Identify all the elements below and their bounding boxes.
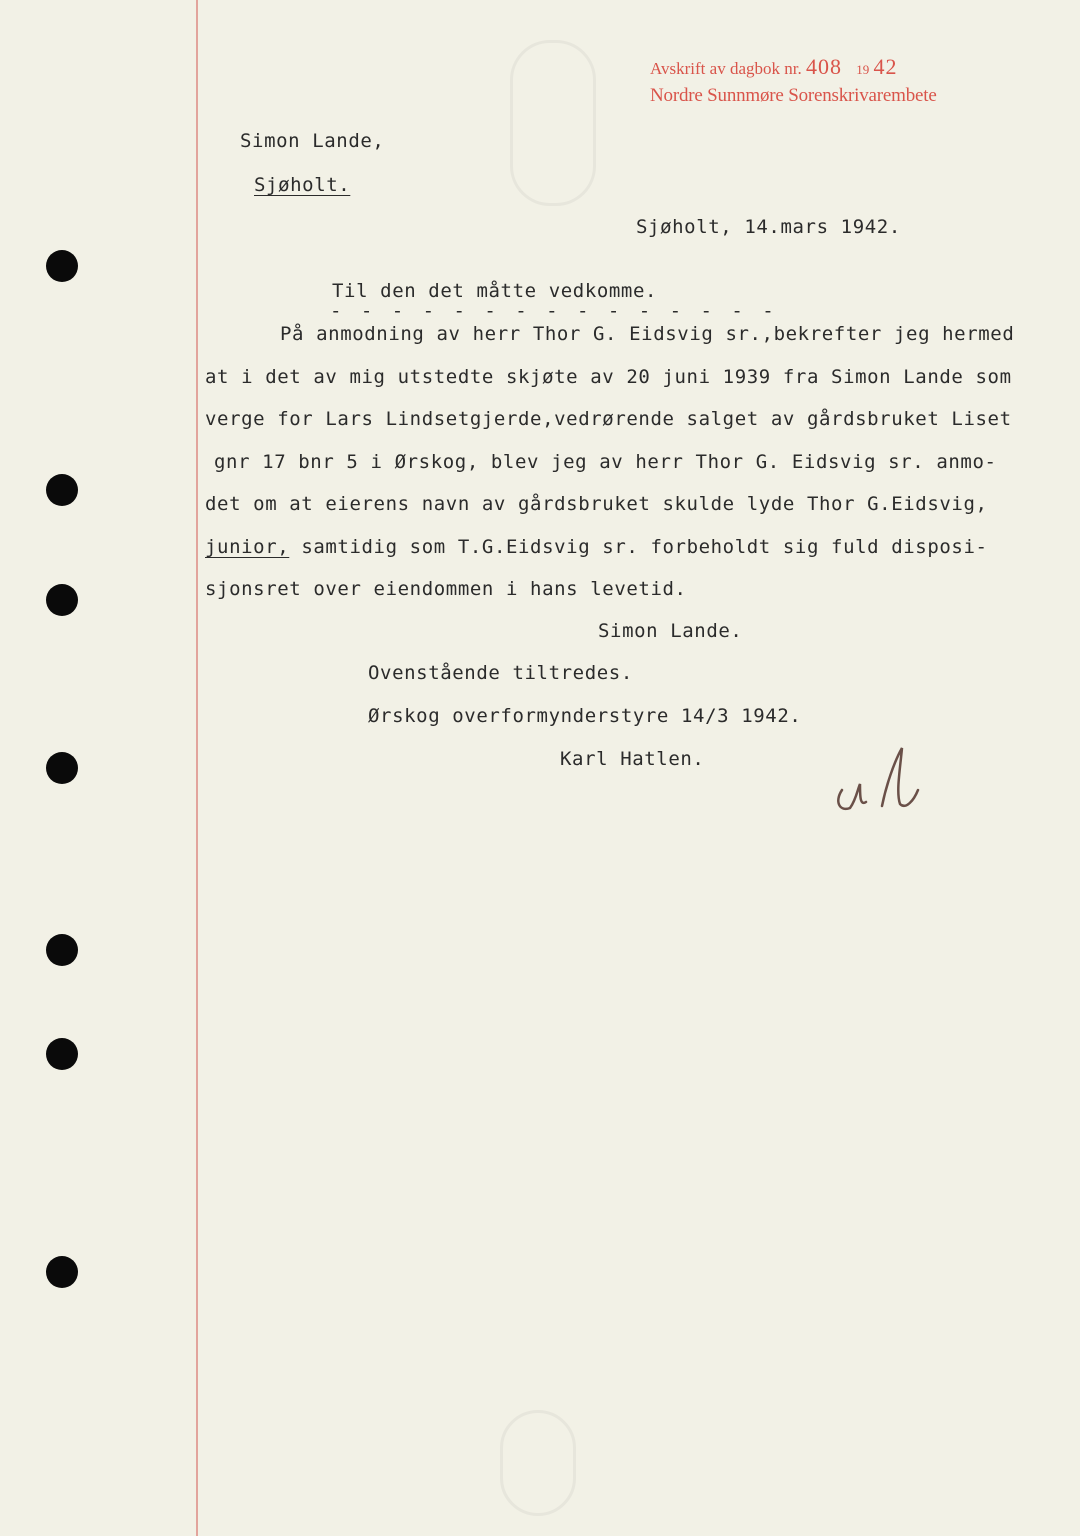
margin-line: [196, 0, 198, 1536]
body-line-6-rest: samtidig som T.G.Eidsvig sr. forbeholdt sig fuld disposi-: [289, 536, 988, 558]
recipient-name: Simon Lande,: [240, 130, 385, 152]
body-line-4: gnr 17 bnr 5 i Ørskog, blev jeg av herr Thor G. Eidsvig sr. anmo-: [214, 451, 997, 473]
faint-show-through: [510, 40, 596, 206]
recipient-place: Sjøholt.: [254, 174, 351, 196]
binder-hole: [46, 1256, 78, 1288]
body-line-6: [205, 536, 988, 558]
stamp-prefix: Avskrift av dagbok nr.: [650, 59, 802, 78]
body-line-5: det om at eierens navn av gårdsbruket skulde lyde Thor G.Eidsvig,: [205, 493, 988, 515]
divider: - - - - - - - - - - - - - - -: [330, 300, 778, 322]
signature-karl-hatlen: Karl Hatlen.: [560, 748, 705, 770]
board-line: Ørskog overformynderstyre 14/3 1942.: [368, 705, 802, 727]
binder-hole: [46, 752, 78, 784]
binder-hole: [46, 934, 78, 966]
stamp-number: 408: [805, 54, 842, 79]
stamp-year-printed: 19: [856, 62, 870, 77]
approval-line: Ovenstående tiltredes.: [368, 662, 633, 684]
faint-show-through: [500, 1410, 576, 1516]
archive-stamp: [650, 56, 937, 111]
date-line: Sjøholt, 14.mars 1942.: [636, 216, 901, 238]
salutation: Til den det måtte vedkomme.: [332, 280, 658, 302]
stamp-year-written: 42: [873, 54, 898, 79]
binder-hole: [46, 474, 78, 506]
body-line-1: På anmodning av herr Thor G. Eidsvig sr.,bekrefter jeg hermed: [280, 323, 1015, 345]
body-line-2: at i det av mig utstedte skjøte av 20 juni 1939 fra Simon Lande som: [205, 366, 1012, 388]
signature-simon-lande: Simon Lande.: [598, 620, 743, 642]
body-line-3: verge for Lars Lindsetgjerde,vedrørende salget av gårdsbruket Liset: [205, 408, 1012, 430]
binder-hole: [46, 250, 78, 282]
binder-hole: [46, 1038, 78, 1070]
underlined-junior: junior,: [205, 536, 290, 558]
handwritten-initials: [830, 740, 930, 820]
stamp-office: Nordre Sunnmøre Sorenskrivarembete: [650, 85, 937, 106]
binder-hole: [46, 584, 78, 616]
body-line-7: sjonsret over eiendommen i hans levetid.: [205, 578, 687, 600]
